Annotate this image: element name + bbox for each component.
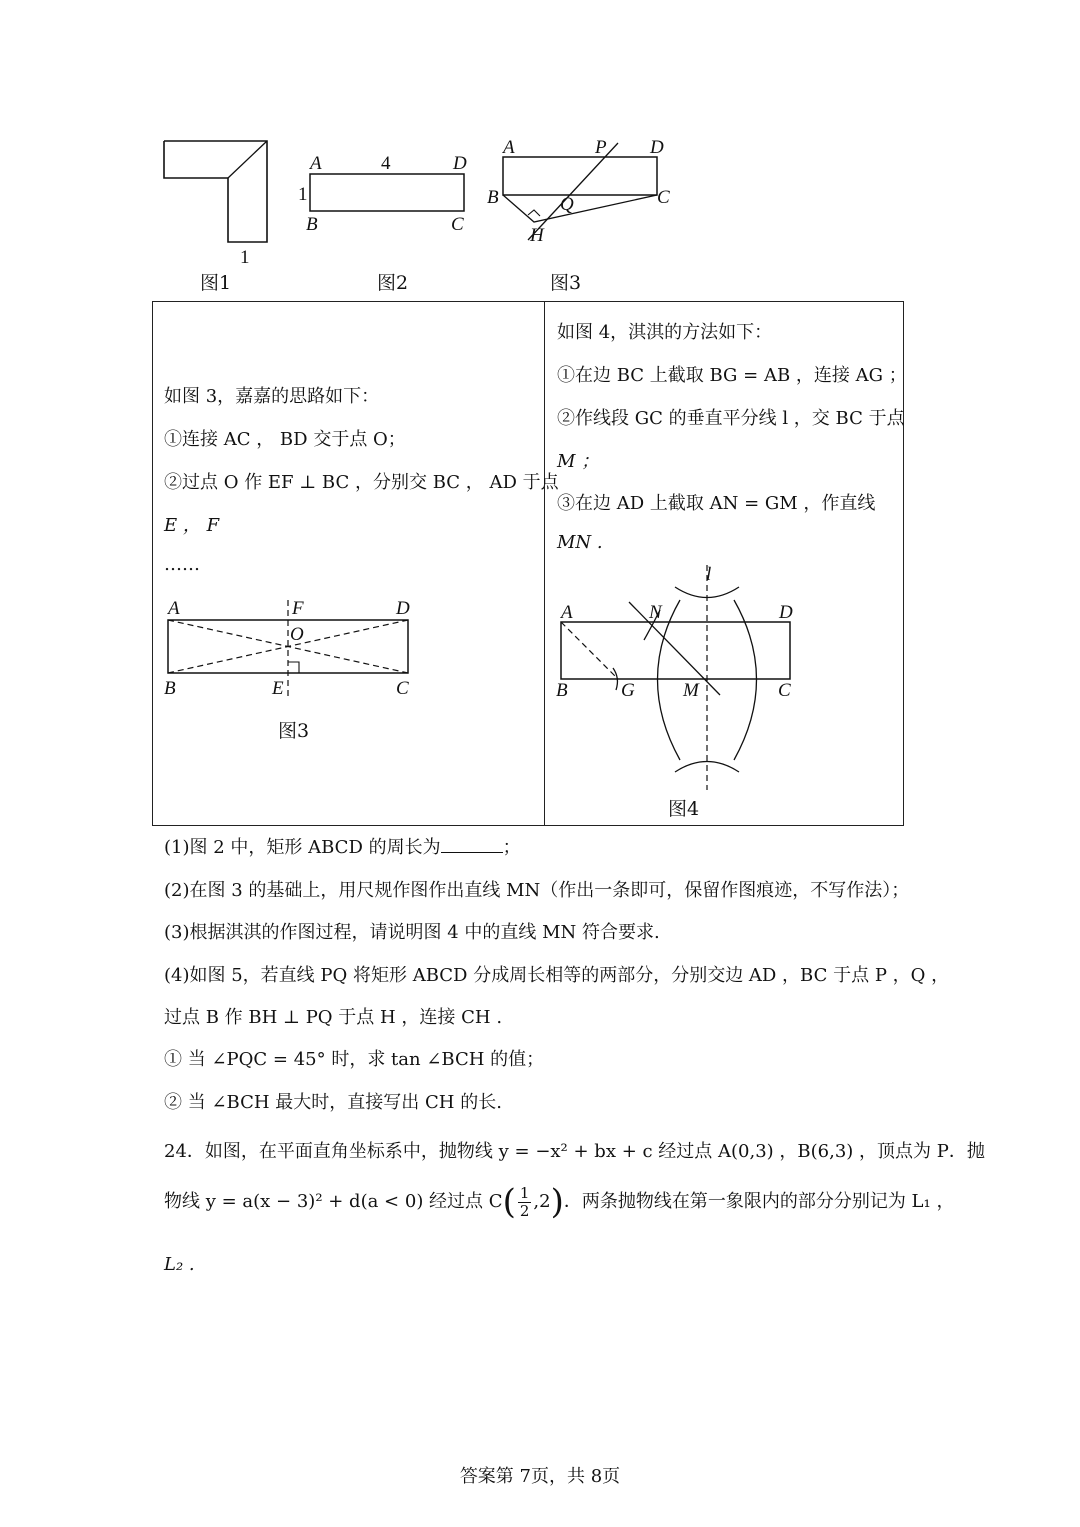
svg-text:O: O bbox=[290, 624, 304, 645]
svg-text:N: N bbox=[649, 602, 662, 623]
panel-right-figure bbox=[550, 560, 810, 795]
svg-text:A: A bbox=[561, 602, 573, 623]
fig1-caption: 图1 bbox=[200, 272, 232, 294]
problem-24-line-1: 24．如图，在平面直角坐标系中，抛物线 y = −x² + bx + c 经过点 A(0,3) ，B(6,3) ，顶点为 P．抛 bbox=[164, 1141, 985, 1162]
figure-1 bbox=[150, 130, 290, 270]
figure-3-top bbox=[485, 135, 685, 250]
right-line-3: ②作线段 GC 的垂直平分线 l ，交 BC 于点 bbox=[557, 408, 905, 429]
svg-text:H: H bbox=[530, 225, 544, 246]
right-line-4: M ； bbox=[557, 451, 600, 472]
svg-text:C: C bbox=[396, 678, 409, 699]
left-line-5: …… bbox=[164, 554, 200, 575]
right-line-1: 如图 4，淇淇的方法如下： bbox=[557, 322, 773, 343]
svg-text:D: D bbox=[779, 602, 793, 623]
svg-text:D: D bbox=[453, 153, 467, 174]
svg-text:1: 1 bbox=[298, 184, 308, 205]
fraction-one-half: $\frac{1}{2}$ bbox=[519, 1183, 530, 1220]
question-4c: ① 当 ∠PQC = 45° 时，求 tan ∠BCH 的值； bbox=[164, 1049, 545, 1070]
svg-text:Q: Q bbox=[560, 194, 574, 215]
svg-text:B: B bbox=[306, 214, 318, 235]
fig2-caption: 图2 bbox=[377, 272, 409, 294]
question-3: (3)根据淇淇的作图过程，请说明图 4 中的直线 MN 符合要求. bbox=[164, 922, 660, 943]
svg-text:A: A bbox=[310, 153, 322, 174]
svg-text:B: B bbox=[487, 187, 499, 208]
problem-24-line-2: 物线 y = a(x − 3)² + d(a < 0) 经过点 C( $\frac{1}{2}$ ,2)．两条抛物线在第一象限内的部分分别记为 L₁ ， bbox=[164, 1182, 955, 1222]
question-4b: 过点 B 作 BH ⊥ PQ 于点 H ，连接 CH . bbox=[164, 1007, 503, 1028]
question-4d: ② 当 ∠BCH 最大时，直接写出 CH 的长. bbox=[164, 1092, 502, 1113]
right-line-5: ③在边 AD 上截取 AN = GM ，作直线 bbox=[557, 493, 876, 514]
left-line-3: ②过点 O 作 EF ⊥ BC ，分别交 BC ， AD 于点 bbox=[164, 472, 559, 493]
left-line-4: E ， F bbox=[164, 515, 220, 536]
svg-text:F: F bbox=[292, 598, 304, 619]
question-4a: (4)如图 5，若直线 PQ 将矩形 ABCD 分成周长相等的两部分，分别交边 AD ，BC 于点 P ，Q ， bbox=[164, 965, 950, 986]
svg-text:C: C bbox=[451, 214, 464, 235]
right-line-6: MN . bbox=[557, 532, 603, 553]
page-footer: 答案第 7页，共 8页 bbox=[459, 1466, 621, 1487]
left-line-1: 如图 3，嘉嘉的思路如下： bbox=[164, 386, 380, 407]
problem-24-line-3: L₂ . bbox=[164, 1254, 195, 1275]
fig3-top-caption: 图3 bbox=[550, 272, 582, 294]
svg-text:E: E bbox=[272, 678, 284, 699]
left-line-2: ①连接 AC ， BD 交于点 O； bbox=[164, 429, 406, 450]
svg-text:C: C bbox=[657, 187, 670, 208]
answer-blank[interactable] bbox=[441, 836, 503, 853]
panel-right-caption: 图4 bbox=[668, 798, 700, 820]
figure-2 bbox=[295, 150, 485, 240]
panel-left-figure bbox=[160, 595, 430, 705]
svg-text:4: 4 bbox=[381, 153, 391, 174]
svg-text:M: M bbox=[683, 680, 699, 701]
svg-text:B: B bbox=[556, 680, 568, 701]
svg-text:l: l bbox=[706, 564, 712, 585]
svg-text:P: P bbox=[595, 137, 607, 158]
svg-text:A: A bbox=[503, 137, 515, 158]
right-line-2: ①在边 BC 上截取 BG = AB ，连接 AG ； bbox=[557, 365, 907, 386]
svg-text:B: B bbox=[164, 678, 176, 699]
svg-text:G: G bbox=[621, 680, 635, 701]
svg-text:D: D bbox=[396, 598, 410, 619]
question-1: (1)图 2 中，矩形 ABCD 的周长为 ； bbox=[164, 837, 521, 858]
svg-text:D: D bbox=[650, 137, 664, 158]
svg-text:C: C bbox=[778, 680, 791, 701]
panel-left-caption: 图3 bbox=[278, 720, 310, 742]
svg-text:A: A bbox=[168, 598, 180, 619]
panel-divider bbox=[544, 301, 545, 826]
question-2: (2)在图 3 的基础上，用尺规作图作出直线 MN（作出一条即可，保留作图痕迹，不写作法）； bbox=[164, 880, 910, 901]
fig1-bottom-label: 1 bbox=[240, 247, 250, 268]
